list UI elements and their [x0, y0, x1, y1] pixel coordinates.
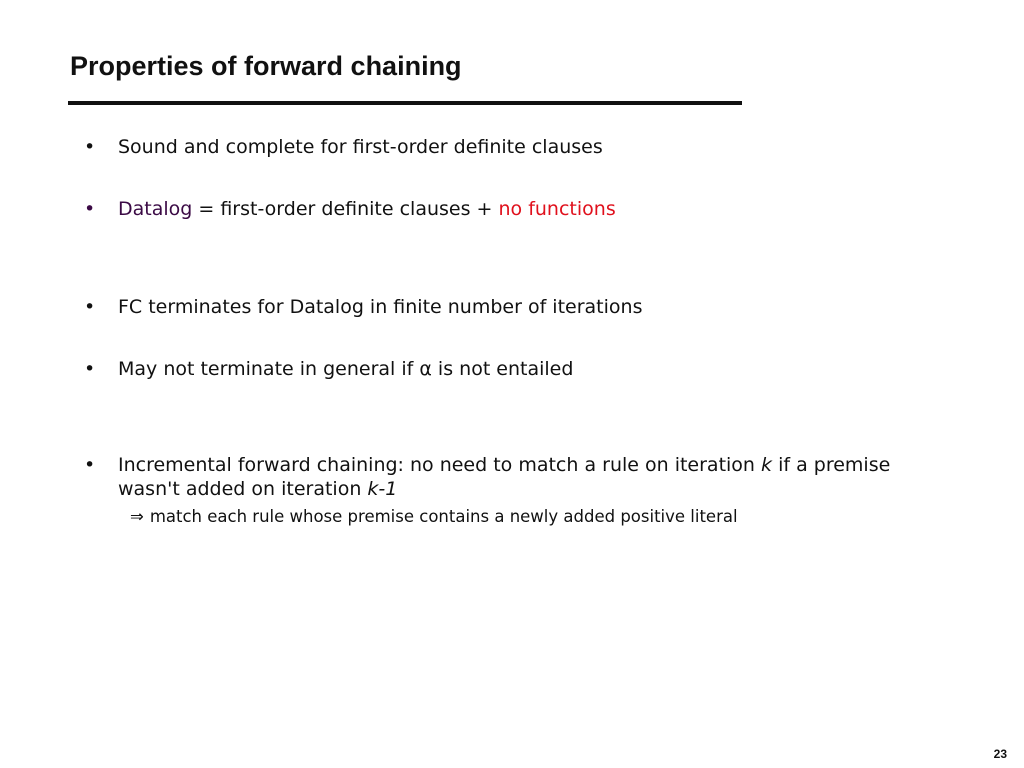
bullet-text-may-not-terminate: May not terminate in general if α is not entailed [118, 358, 574, 380]
bullet-text-incremental-fc [118, 453, 948, 501]
bullet-marker: • [84, 198, 96, 220]
sub-bullet-text: match each rule whose premise contains a newly added positive literal [149, 507, 738, 526]
iteration-k-minus-1: k-1 [367, 478, 398, 500]
bullet-marker: • [84, 454, 96, 476]
iteration-k: k [761, 454, 773, 476]
page-number: 23 [993, 747, 1007, 761]
bullet-text-fc-terminates: FC terminates for Datalog in finite number of iterations [118, 296, 643, 318]
incremental-part1: Incremental forward chaining: no need to match a rule on iteration [118, 454, 762, 476]
datalog-term: Datalog [118, 198, 193, 220]
bullet-marker: • [84, 136, 96, 158]
implies-arrow-icon: ⇒ [130, 507, 144, 526]
incremental-part2: if a premise wasn't added on iteration [118, 454, 897, 500]
datalog-definition: = first-order definite clauses + [192, 198, 499, 220]
bullet-text-sound-complete: Sound and complete for first-order definite clauses [118, 136, 603, 158]
title-underline [68, 101, 742, 105]
bullet-text-datalog [118, 197, 616, 221]
no-functions-highlight: no functions [498, 198, 616, 220]
bullet-marker: • [84, 296, 96, 318]
sub-bullet-match-rule [130, 506, 738, 528]
slide-title: Properties of forward chaining [70, 51, 462, 81]
bullet-marker: • [84, 358, 96, 380]
